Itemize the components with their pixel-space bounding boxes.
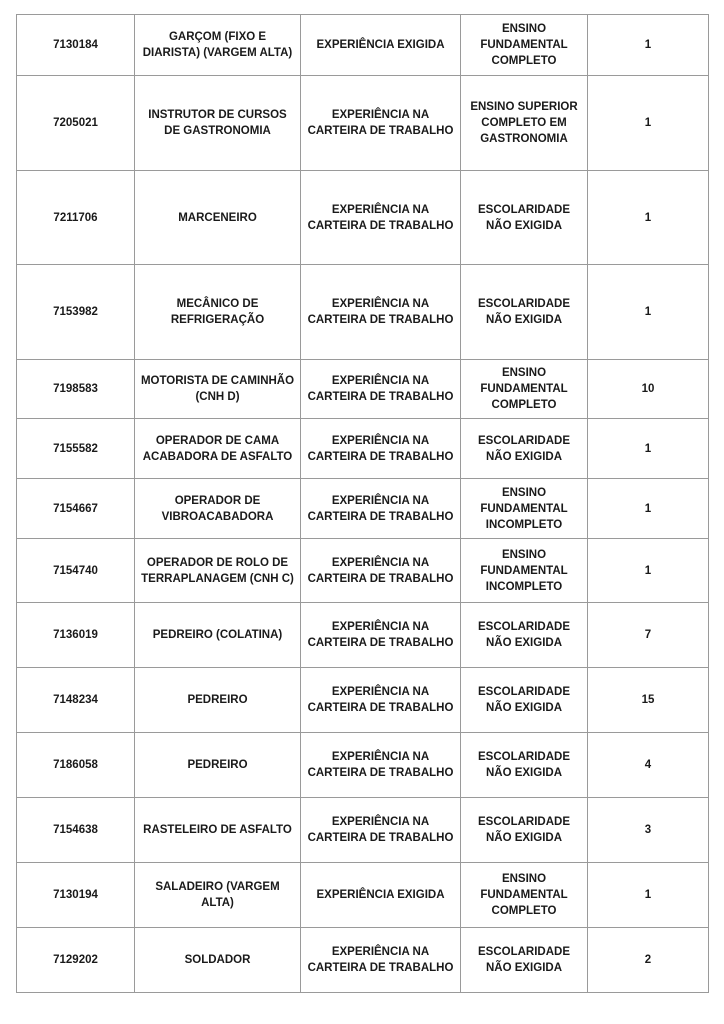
education-requirement: ENSINO FUNDAMENTAL COMPLETO [461,15,588,76]
experience-requirement: EXPERIÊNCIA EXIGIDA [301,863,461,928]
job-title: INSTRUTOR DE CURSOS DE GASTRONOMIA [135,76,301,171]
education-requirement: ESCOLARIDADE NÃO EXIGIDA [461,733,588,798]
education-requirement: ENSINO FUNDAMENTAL COMPLETO [461,360,588,419]
experience-requirement: EXPERIÊNCIA EXIGIDA [301,15,461,76]
vacancy-count: 1 [588,539,709,603]
vacancy-count: 1 [588,863,709,928]
job-title: PEDREIRO [135,733,301,798]
table-row [17,798,709,863]
experience-requirement: EXPERIÊNCIA NA CARTEIRA DE TRABALHO [301,798,461,863]
vacancy-count: 1 [588,76,709,171]
job-code: 7198583 [17,360,135,419]
job-title: MARCENEIRO [135,171,301,265]
education-requirement: ENSINO FUNDAMENTAL INCOMPLETO [461,539,588,603]
job-code: 7154667 [17,479,135,539]
job-title: OPERADOR DE ROLO DE TERRAPLANAGEM (CNH C) [135,539,301,603]
table-row [17,733,709,798]
experience-requirement: EXPERIÊNCIA NA CARTEIRA DE TRABALHO [301,419,461,479]
vacancy-count: 3 [588,798,709,863]
job-title: SOLDADOR [135,928,301,993]
table-row [17,15,709,76]
education-requirement: ESCOLARIDADE NÃO EXIGIDA [461,171,588,265]
education-requirement: ESCOLARIDADE NÃO EXIGIDA [461,419,588,479]
vacancy-count: 15 [588,668,709,733]
education-requirement: ESCOLARIDADE NÃO EXIGIDA [461,265,588,360]
job-code: 7129202 [17,928,135,993]
job-code: 7211706 [17,171,135,265]
table-row [17,539,709,603]
education-requirement: ESCOLARIDADE NÃO EXIGIDA [461,798,588,863]
education-requirement: ESCOLARIDADE NÃO EXIGIDA [461,928,588,993]
experience-requirement: EXPERIÊNCIA NA CARTEIRA DE TRABALHO [301,733,461,798]
job-title: OPERADOR DE CAMA ACABADORA DE ASFALTO [135,419,301,479]
job-code: 7153982 [17,265,135,360]
experience-requirement: EXPERIÊNCIA NA CARTEIRA DE TRABALHO [301,668,461,733]
experience-requirement: EXPERIÊNCIA NA CARTEIRA DE TRABALHO [301,539,461,603]
table-row [17,479,709,539]
vacancy-count: 1 [588,15,709,76]
vacancy-count: 4 [588,733,709,798]
vacancy-count: 7 [588,603,709,668]
job-code: 7155582 [17,419,135,479]
vacancy-count: 10 [588,360,709,419]
vacancy-count: 1 [588,171,709,265]
education-requirement: ENSINO FUNDAMENTAL INCOMPLETO [461,479,588,539]
table-row [17,171,709,265]
experience-requirement: EXPERIÊNCIA NA CARTEIRA DE TRABALHO [301,928,461,993]
job-code: 7130194 [17,863,135,928]
table-row [17,419,709,479]
experience-requirement: EXPERIÊNCIA NA CARTEIRA DE TRABALHO [301,603,461,668]
job-code: 7154740 [17,539,135,603]
job-title: GARÇOM (FIXO E DIARISTA) (VARGEM ALTA) [135,15,301,76]
table-row [17,668,709,733]
job-title: MOTORISTA DE CAMINHÃO (CNH D) [135,360,301,419]
education-requirement: ENSINO FUNDAMENTAL COMPLETO [461,863,588,928]
job-code: 7148234 [17,668,135,733]
job-title: SALADEIRO (VARGEM ALTA) [135,863,301,928]
experience-requirement: EXPERIÊNCIA NA CARTEIRA DE TRABALHO [301,171,461,265]
table-body [17,15,709,993]
education-requirement: ENSINO SUPERIOR COMPLETO EM GASTRONOMIA [461,76,588,171]
job-code: 7186058 [17,733,135,798]
job-code: 7205021 [17,76,135,171]
job-title: PEDREIRO [135,668,301,733]
table-row [17,76,709,171]
vacancy-count: 1 [588,479,709,539]
table-row [17,928,709,993]
education-requirement: ESCOLARIDADE NÃO EXIGIDA [461,668,588,733]
job-code: 7130184 [17,15,135,76]
table-row [17,265,709,360]
table-row [17,863,709,928]
job-code: 7136019 [17,603,135,668]
job-title: PEDREIRO (COLATINA) [135,603,301,668]
education-requirement: ESCOLARIDADE NÃO EXIGIDA [461,603,588,668]
table-row [17,360,709,419]
experience-requirement: EXPERIÊNCIA NA CARTEIRA DE TRABALHO [301,76,461,171]
experience-requirement: EXPERIÊNCIA NA CARTEIRA DE TRABALHO [301,265,461,360]
experience-requirement: EXPERIÊNCIA NA CARTEIRA DE TRABALHO [301,360,461,419]
vacancy-count: 1 [588,419,709,479]
job-code: 7154638 [17,798,135,863]
table-row [17,603,709,668]
job-title: RASTELEIRO DE ASFALTO [135,798,301,863]
experience-requirement: EXPERIÊNCIA NA CARTEIRA DE TRABALHO [301,479,461,539]
vacancy-count: 1 [588,265,709,360]
job-title: OPERADOR DE VIBROACABADORA [135,479,301,539]
job-vacancies-table [16,14,709,993]
vacancy-count: 2 [588,928,709,993]
job-title: MECÂNICO DE REFRIGERAÇÃO [135,265,301,360]
